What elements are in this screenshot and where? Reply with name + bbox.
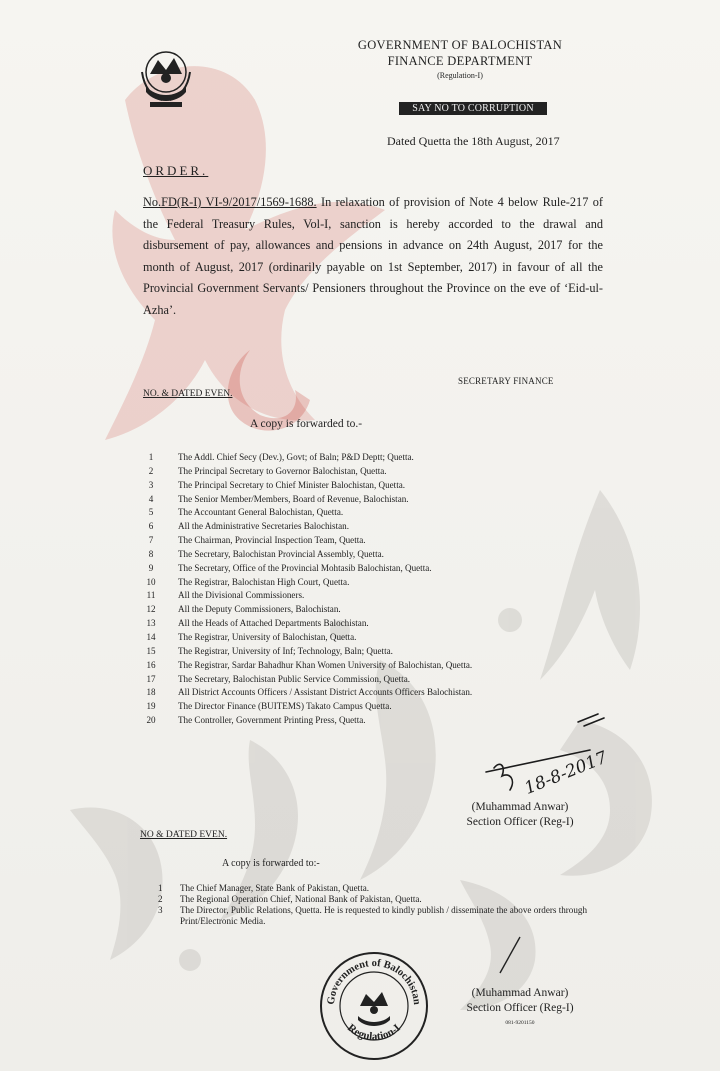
copy-forwarded-heading-2: A copy is forwarded to:-	[222, 858, 320, 869]
handwritten-signature	[480, 710, 620, 810]
stamp-bottom-text: Regulation-I	[345, 1021, 403, 1043]
phone-number: 081-9201150	[505, 1020, 535, 1026]
signatory-name: (Muhammad Anwar)	[471, 801, 569, 813]
order-text: In relaxation of provision of Note 4 below Rule-217 of the Federal Treasury Rules, Vol-I, sanction is hereby accorded to the drawal and disbursement of pay, allowances and pensions in advance on 24th August, 2017 for the month of August, 2017 (ordinarily payable on 1st September, 2017) in favour of all the Provincial Government Servants/ Pensioners throughout the Province on the eve of ‘Eid-ul-Azha’.	[143, 195, 603, 317]
list-item: 7 The Chairman, Provincial Inspection Team, Quetta.	[148, 535, 366, 546]
list-item: 1 The Addl. Chief Secy (Dev.), Govt; of Baln; P&D Deptt; Quetta.	[148, 452, 414, 462]
government-emblem-icon	[132, 42, 200, 114]
list-item: 4 The Senior Member/Members, Board of Revenue, Balochistan.	[148, 493, 409, 504]
stamp-top-text: Government of Balochistan	[325, 957, 423, 1006]
distribution-list-1	[144, 451, 472, 728]
anti-corruption-slogan: SAY NO TO CORRUPTION	[399, 102, 547, 115]
copy-forwarded-heading-1: A copy is forwarded to.-	[250, 418, 363, 430]
list-item: 19 The Director Finance (BUITEMS) Takato Campus Quetta.	[146, 701, 392, 712]
list-item: 1 The Chief Manager, State Bank of Pakistan, Quetta.	[158, 883, 370, 893]
list-item: 3 The Principal Secretary to Chief Minister Balochistan, Quetta.	[148, 479, 406, 490]
list-item: 5 The Accountant General Balochistan, Quetta.	[148, 507, 344, 518]
list-item: 14 The Registrar, University of Balochistan, Quetta.	[146, 631, 357, 642]
list-item: 13 All the Heads of Attached Departments Balochistan.	[146, 618, 369, 629]
list-item: 2 The Regional Operation Chief, National Bank of Pakistan, Quetta.	[158, 894, 422, 904]
order-reference-number: No.FD(R-I) VI-9/2017/1569-1688.	[143, 195, 317, 209]
signatory-name: (Muhammad Anwar)	[471, 987, 569, 999]
signatory-title: Section Officer (Reg-I)	[466, 816, 574, 828]
list-item: 12 All the Deputy Commissioners, Balochistan.	[146, 604, 341, 615]
list-item: 2 The Principal Secretary to Governor Balochistan, Quetta.	[148, 465, 387, 476]
section-name: (Regulation-I)	[437, 71, 483, 80]
signatory-title: Section Officer (Reg-I)	[466, 1002, 574, 1014]
secretary-finance-signatory: SECRETARY FINANCE	[458, 376, 554, 386]
official-stamp	[318, 950, 430, 1062]
signature-date: 18-8-2017	[521, 747, 611, 799]
list-item: 16 The Registrar, Sardar Bahadhur Khan Women University of Balochistan, Quetta.	[146, 659, 473, 670]
signature-block-1	[445, 800, 595, 830]
list-item: 6 All the Administrative Secretaries Balochistan.	[148, 521, 349, 532]
list-item: 9 The Secretary, Office of the Provincial Mohtasib Balochistan, Quetta.	[148, 562, 432, 573]
list-item: 17 The Secretary, Balochistan Public Service Commission, Quetta.	[146, 673, 411, 684]
distribution-list-2	[158, 883, 628, 927]
letterhead	[330, 38, 590, 80]
list-item: 11 All the Divisional Commissioners.	[146, 590, 305, 601]
government-name: GOVERNMENT OF BALOCHISTAN	[357, 38, 563, 52]
no-dated-even-1: NO. & DATED EVEN.	[143, 389, 233, 399]
signature-block-2	[445, 986, 595, 1031]
order-title: ORDER.	[143, 163, 209, 178]
dated-line: Dated Quetta the 18th August, 2017	[387, 134, 560, 148]
list-item: 8 The Secretary, Balochistan Provincial Assembly, Quetta.	[148, 548, 384, 559]
initial-mark	[490, 935, 530, 975]
list-item: 10 The Registrar, Balochistan High Court, Quetta.	[146, 576, 350, 587]
order-body	[143, 192, 603, 321]
no-dated-even-2: NO & DATED EVEN.	[140, 830, 228, 840]
list-item: 20 The Controller, Government Printing Press, Quetta.	[146, 715, 366, 726]
department-name: FINANCE DEPARTMENT	[387, 54, 533, 68]
list-item: 3 The Director, Public Relations, Quetta. He is requested to kindly publish / disseminate the above orders through Print/Electronic Media.	[158, 905, 587, 926]
list-item: 18 All District Accounts Officers / Assistant District Accounts Officers Balochistan.	[146, 687, 473, 698]
list-item: 15 The Registrar, University of Inf; Technology, Baln; Quetta.	[146, 645, 393, 656]
